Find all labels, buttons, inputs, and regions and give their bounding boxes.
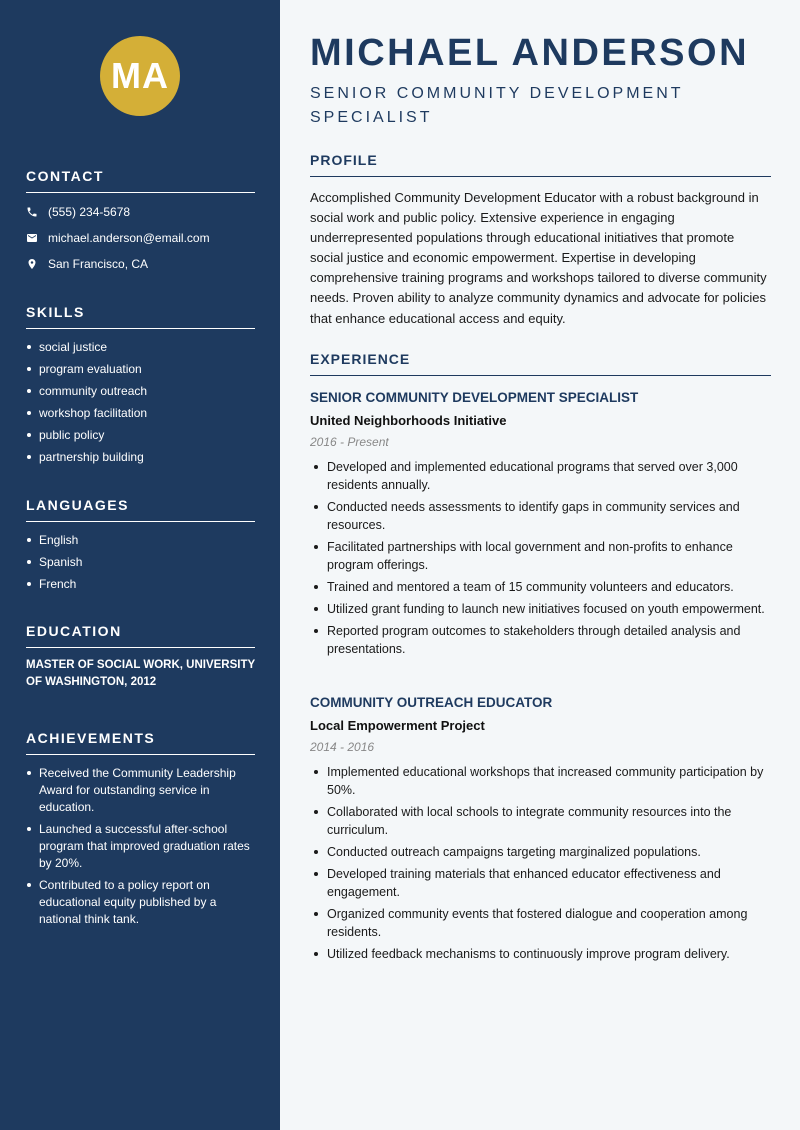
candidate-title: SENIOR COMMUNITY DEVELOPMENT SPECIALIST — [310, 85, 684, 126]
achievements-list — [26, 765, 255, 928]
contact-heading: CONTACT — [26, 168, 255, 193]
language-item: French — [26, 576, 255, 592]
skills-section — [26, 304, 255, 471]
skill-item: public policy — [26, 427, 255, 443]
skills-heading: SKILLS — [26, 304, 255, 329]
job-bullet: Organized community events that fostered dialogue and cooperation among residents. — [310, 905, 771, 941]
phone-text: (555) 234-5678 — [48, 204, 131, 219]
job-company: Local Empowerment Project — [310, 718, 485, 733]
skill-item: partnership building — [26, 449, 255, 465]
contact-email[interactable] — [26, 229, 255, 246]
job-dates: 2014 - 2016 — [310, 740, 375, 754]
job-entry — [310, 695, 771, 967]
location-text: San Francisco, CA — [48, 256, 149, 271]
contact-section — [26, 168, 255, 272]
achievement-item: Received the Community Leadership Award for outstanding service in education. — [26, 765, 255, 816]
profile-text: Accomplished Community Development Educator with a robust background in social work and public policy. Extensive experience in engaging underrepresented populations through educational initiatives that promote social justice and economic empowerment. Expertise in developing comprehensive training programs and workshops tailored to diverse community needs. Proven ability to analyze community dynamics and advocate for policies that enhance educational access and equity. — [310, 190, 767, 326]
skill-item: community outreach — [26, 383, 255, 399]
job-bullet: Developed and implemented educational programs that served over 3,000 residents annually. — [310, 458, 771, 494]
achievement-item: Launched a successful after-school program that improved graduation rates by 20%. — [26, 821, 255, 872]
sidebar — [0, 0, 280, 1130]
job-bullets — [310, 458, 771, 658]
language-item: English — [26, 532, 255, 548]
job-entry — [310, 390, 771, 662]
job-role: COMMUNITY OUTREACH EDUCATOR — [310, 695, 553, 710]
job-bullet: Reported program outcomes to stakeholders through detailed analysis and presentations. — [310, 622, 771, 658]
skill-item: workshop facilitation — [26, 405, 255, 421]
language-item: Spanish — [26, 554, 255, 570]
candidate-name: MICHAEL ANDERSON — [310, 32, 750, 74]
job-bullet: Conducted outreach campaigns targeting marginalized populations. — [310, 843, 771, 861]
job-bullet: Developed training materials that enhanced educator effectiveness and engagement. — [310, 865, 771, 901]
experience-heading: EXPERIENCE — [310, 351, 771, 376]
job-bullet: Implemented educational workshops that increased community participation by 50%. — [310, 763, 771, 799]
achievements-heading: ACHIEVEMENTS — [26, 730, 255, 755]
avatar: MA — [100, 36, 180, 116]
job-bullet: Conducted needs assessments to identify gaps in community services and resources. — [310, 498, 771, 534]
location-pin-icon — [26, 258, 38, 270]
phone-icon — [26, 206, 38, 218]
job-role: SENIOR COMMUNITY DEVELOPMENT SPECIALIST — [310, 390, 639, 405]
education-heading: EDUCATION — [26, 623, 255, 648]
email-text: michael.anderson@email.com — [48, 230, 210, 245]
job-bullet: Trained and mentored a team of 15 community volunteers and educators. — [310, 578, 771, 596]
achievements-section — [26, 730, 255, 933]
contact-phone[interactable] — [26, 203, 255, 220]
skill-item: social justice — [26, 339, 255, 355]
contact-location — [26, 255, 255, 272]
job-bullet: Facilitated partnerships with local government and non-profits to enhance program offerings. — [310, 538, 771, 574]
job-bullets — [310, 763, 771, 963]
job-bullet: Collaborated with local schools to integrate community resources into the curriculum. — [310, 803, 771, 839]
languages-section — [26, 497, 255, 598]
achievement-item: Contributed to a policy report on educational equity published by a national think tank. — [26, 877, 255, 928]
languages-heading: LANGUAGES — [26, 497, 255, 522]
job-bullet: Utilized feedback mechanisms to continuously improve program delivery. — [310, 945, 771, 963]
job-bullet: Utilized grant funding to launch new initiatives focused on youth empowerment. — [310, 600, 771, 618]
job-dates: 2016 - Present — [310, 435, 389, 449]
skill-item: program evaluation — [26, 361, 255, 377]
education-entry: MASTER OF SOCIAL WORK, UNIVERSITY OF WASHINGTON, 2012 — [26, 659, 255, 688]
job-company: United Neighborhoods Initiative — [310, 413, 507, 428]
languages-list — [26, 532, 255, 592]
email-icon — [26, 232, 38, 244]
education-section — [26, 623, 255, 691]
profile-heading: PROFILE — [310, 152, 771, 177]
skills-list — [26, 339, 255, 465]
